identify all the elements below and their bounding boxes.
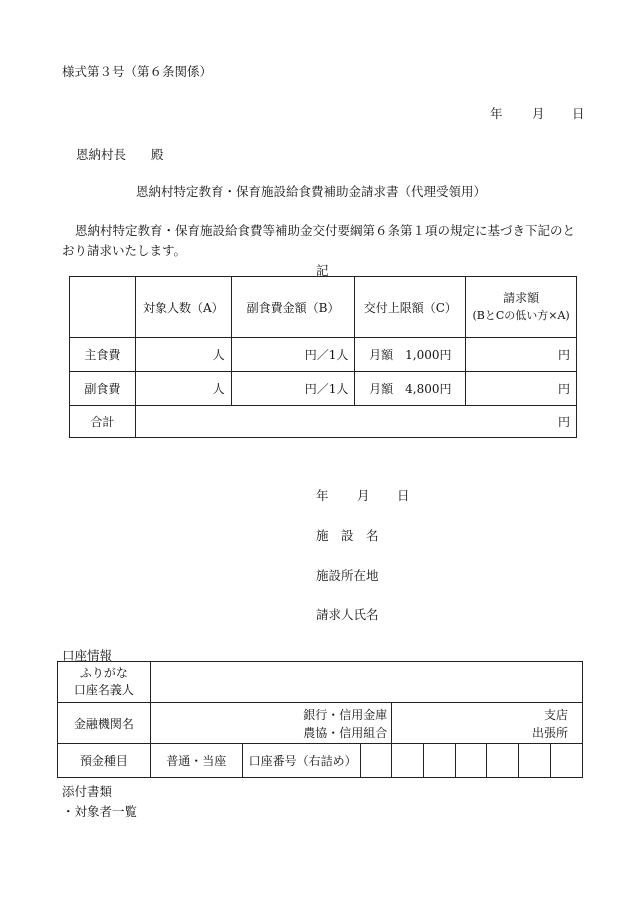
bank-type-2: 農協・信用組合: [303, 726, 388, 740]
institution-label: 金融機関名: [58, 703, 151, 744]
account-number-label: 口座番号（右詰め）: [242, 744, 361, 778]
furigana-label: ふりがな: [79, 666, 128, 680]
account-digit-box[interactable]: [551, 744, 583, 778]
branch-name-field[interactable]: [392, 703, 583, 744]
attachments-title: 添付書類: [62, 784, 113, 799]
sign-date-year: 年: [316, 488, 329, 503]
row-label: 主食費: [70, 338, 136, 372]
branch-type-1: 支店: [543, 708, 568, 722]
account-digit-box[interactable]: [424, 744, 456, 778]
header-people: 対象人数（A）: [135, 277, 231, 338]
header-claim: [466, 277, 577, 338]
header-limit: 交付上限額（C）: [355, 277, 466, 338]
total-row: [70, 406, 577, 438]
row-limit: 月額 4,800円: [355, 372, 466, 406]
header-empty-cell: [70, 277, 136, 338]
account-section-title: 口座情報: [62, 648, 113, 663]
document-title: 恩納村特定教育・保育施設給食費補助金請求書（代理受領用）: [136, 184, 487, 199]
account-table: [57, 661, 583, 778]
sign-date-day: 日: [397, 488, 410, 503]
account-digit-box[interactable]: [392, 744, 424, 778]
account-digit-box[interactable]: [361, 744, 392, 778]
top-date-month: 月: [532, 106, 545, 121]
claim-table: [69, 276, 577, 438]
deposit-type-label: 預金種目: [58, 744, 151, 778]
header-amount: 副食費金額（B）: [231, 277, 355, 338]
row-limit: 月額 1,000円: [355, 338, 466, 372]
facility-address-label: 施設所在地: [316, 568, 379, 583]
bank-type-options: [303, 706, 387, 742]
branch-type-options: [532, 706, 568, 742]
form-number: 様式第３号（第６条関係）: [62, 64, 213, 79]
deposit-type-value[interactable]: 普通・当座: [150, 744, 242, 778]
bank-type-1: 銀行・信用金庫: [303, 708, 388, 722]
body-paragraph: 恩納村特定教育・保育施設給食費等補助金交付要綱第６条第１項の規定に基づき下記のとおり請求いたします。: [62, 223, 576, 258]
table-row: [70, 338, 577, 372]
addressee: 恩納村長 殿: [76, 147, 164, 162]
row-claim: 円: [466, 338, 577, 372]
row-people: 人: [135, 338, 231, 372]
account-digit-box[interactable]: [456, 744, 487, 778]
top-date-year: 年: [490, 106, 503, 121]
attachment-item: ・対象者一覧: [62, 804, 138, 819]
ki-heading: 記: [316, 263, 329, 278]
account-digit-box[interactable]: [519, 744, 551, 778]
claimant-label: 請求人氏名: [316, 607, 379, 622]
account-digit-box[interactable]: [487, 744, 519, 778]
total-label: 合計: [70, 406, 136, 438]
header-claim-note: (BとCの低い方×A): [472, 309, 570, 322]
bank-name-field[interactable]: [150, 703, 392, 744]
account-holder-label: 口座名義人: [73, 683, 134, 697]
row-amount: 円／1人: [231, 372, 355, 406]
branch-type-2: 出張所: [531, 726, 568, 740]
sign-date-month: 月: [357, 488, 370, 503]
account-holder-field[interactable]: [150, 662, 582, 703]
total-value: 円: [135, 406, 576, 438]
row-label: 副食費: [70, 372, 136, 406]
facility-name-label: 施 設 名: [316, 528, 379, 543]
row-amount: 円／1人: [231, 338, 355, 372]
row-claim: 円: [466, 372, 577, 406]
header-claim-title: 請求額: [503, 291, 540, 305]
top-date-day: 日: [572, 106, 585, 121]
table-row: [70, 372, 577, 406]
holder-label-cell: [58, 662, 151, 703]
row-people: 人: [135, 372, 231, 406]
